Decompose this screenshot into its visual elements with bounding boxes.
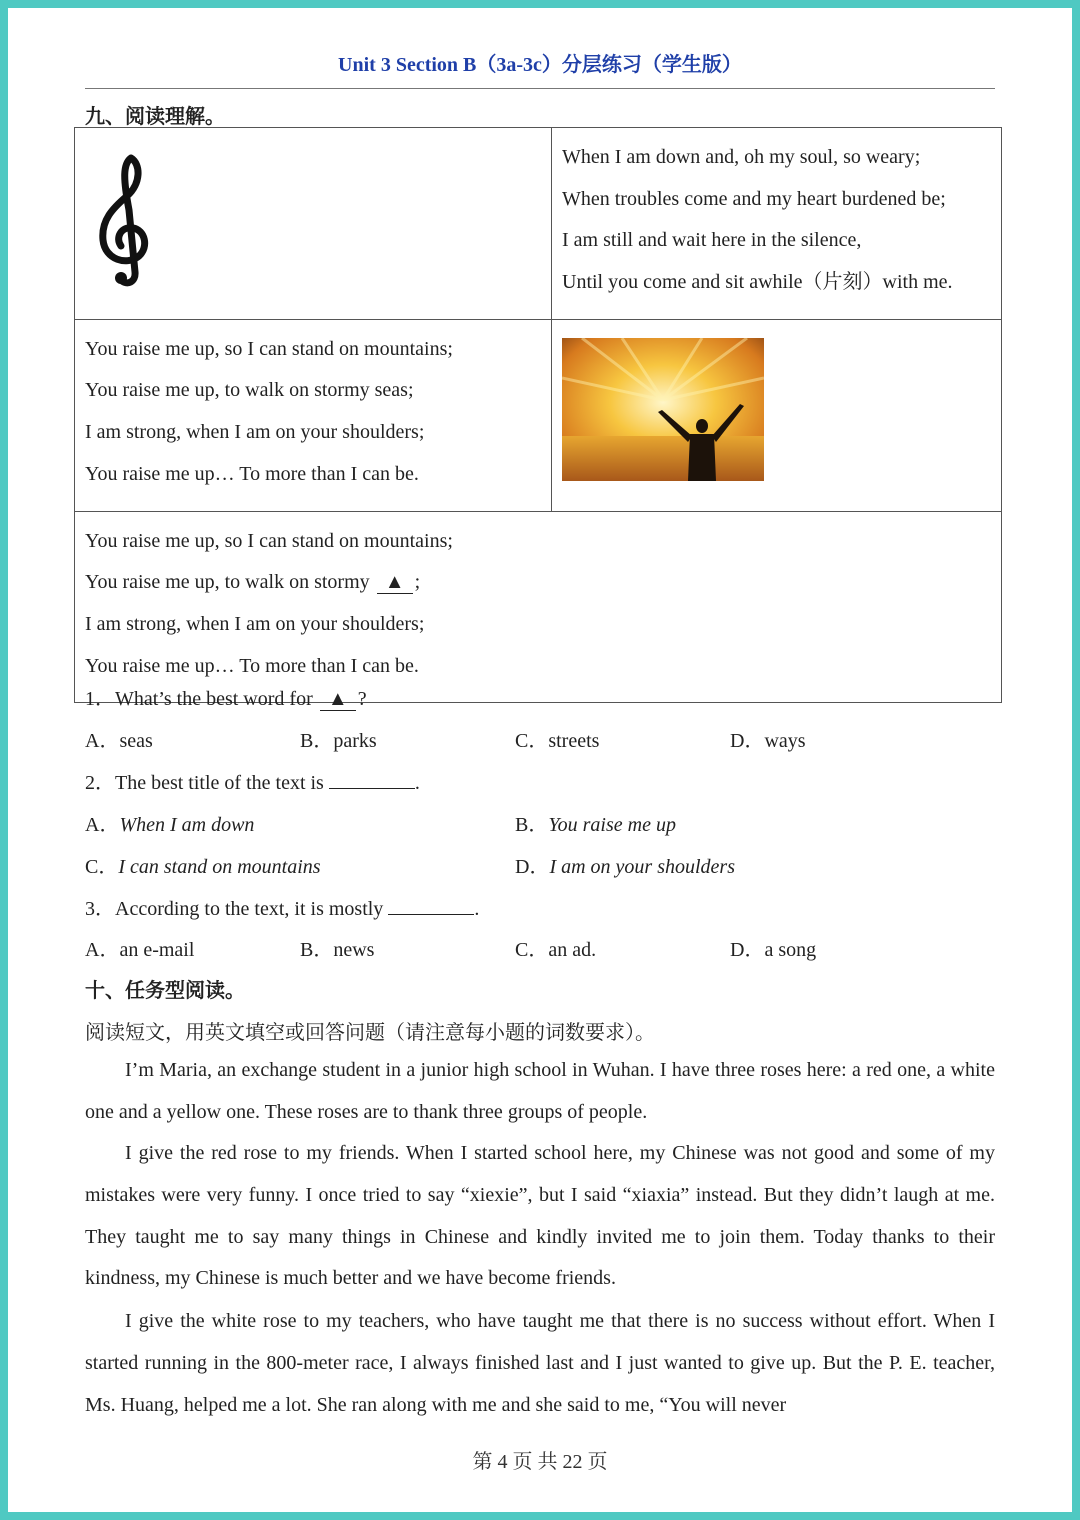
verse-1-cell (552, 128, 1002, 320)
q3-option-c: C．an ad. (515, 939, 597, 961)
verse-1-line: I am still and wait here in the silence, (562, 229, 862, 252)
question-number: 1． (85, 688, 115, 710)
chorus-1-line: You raise me up… To more than I can be. (85, 462, 419, 485)
question-3 (85, 892, 479, 921)
q2-option-c: C．I can stand on mountains (85, 856, 321, 878)
chorus-2-line-with-blank (85, 567, 991, 609)
question-text: What’s the best word for (115, 688, 318, 710)
sunset-man-photo (562, 338, 764, 481)
photo-cell (552, 319, 1002, 511)
q3-option-a: A．an e-mail (85, 939, 195, 961)
chorus-2-line: You raise me up… To more than I can be. (85, 654, 419, 677)
q2-option-d: D．I am on your shoulders (515, 856, 735, 878)
section-9-title: 九、阅读理解。 (85, 106, 225, 128)
chorus-2-line: I am strong, when I am on your shoulders; (85, 612, 425, 635)
page-header-title: Unit 3 Section B（3a-3c）分层练习（学生版） (338, 54, 742, 76)
passage-paragraph: I’m Maria, an exchange student in a junior high school in Wuhan. I have three roses here: a red one, a white one and a yellow one. These roses are to thank three groups of people. (85, 1059, 995, 1123)
question-text: According to the text, it is mostly (115, 898, 389, 920)
question-number: 2． (85, 772, 115, 794)
q1-option-d: D．ways (730, 730, 806, 752)
q1-option-c: C．streets (515, 730, 600, 752)
verse-1-line: When troubles come and my heart burdened be; (562, 187, 946, 210)
question-suffix: . (474, 898, 480, 920)
chorus-2-line-suffix: ; (414, 571, 421, 594)
answer-blank: ▲ (377, 571, 413, 594)
poem-table (74, 127, 1002, 703)
q2-option-a: A．When I am down (85, 814, 255, 836)
question-suffix: ? (357, 688, 367, 710)
verse-1-line: Until you come and sit awhile（片刻）with me. (562, 271, 953, 294)
q3-option-b: B．news (300, 939, 375, 961)
treble-clef-icon (87, 150, 167, 290)
passage-paragraph: I give the white rose to my teachers, who have taught me that there is no success without effort. When I started running in the 800-meter race, I always finished last and I just wanted to give up. But the P. E. teacher, Ms. Huang, helped me a lot. She ran along with me and she said to me, “You will never (85, 1310, 995, 1416)
header-divider (85, 88, 995, 89)
q3-option-d: D．a song (730, 939, 817, 961)
chorus-2-cell (75, 511, 1002, 703)
q1-option-a: A．seas (85, 730, 153, 752)
verse-1-line: When I am down and, oh my soul, so weary; (562, 146, 921, 168)
section-10-title: 十、任务型阅读。 (85, 980, 245, 1002)
question-suffix: . (414, 772, 420, 794)
answer-underline (388, 896, 474, 915)
document-page (8, 8, 1072, 1512)
question-1 (85, 682, 367, 711)
question-2 (85, 766, 420, 795)
q2-option-b: B．You raise me up (515, 814, 676, 836)
chorus-2-line-prefix: You raise me up, to walk on stormy (85, 571, 375, 594)
chorus-1-cell (75, 319, 552, 511)
q1-option-b: B．parks (300, 730, 377, 752)
chorus-1-line: You raise me up, to walk on stormy seas; (85, 379, 414, 402)
answer-blank: ▲ (320, 688, 356, 711)
answer-underline (329, 770, 415, 789)
chorus-1-line: I am strong, when I am on your shoulders; (85, 421, 425, 444)
section-10-instruction: 阅读短文，用英文填空或回答问题（请注意每小题的词数要求）。 (85, 1022, 655, 1044)
question-text: The best title of the text is (115, 772, 329, 794)
page-footer: 第 4 页 共 22 页 (472, 1451, 608, 1473)
question-number: 3． (85, 898, 115, 920)
chorus-2-line: You raise me up, so I can stand on mountains; (85, 529, 453, 552)
chorus-1-line: You raise me up, so I can stand on mountains; (85, 337, 453, 360)
clef-cell (75, 128, 552, 320)
passage-paragraph: I give the red rose to my friends. When I started school here, my Chinese was not good and some of my mistakes were very funny. I once tried to say “xiexie”, but I said “xiaxia” instead. But they didn’t laugh at me. They taught me to say many things in Chinese and kindly invited me to join them. Today thanks to their kindness, my Chinese is much better and we have become friends. (85, 1142, 995, 1290)
